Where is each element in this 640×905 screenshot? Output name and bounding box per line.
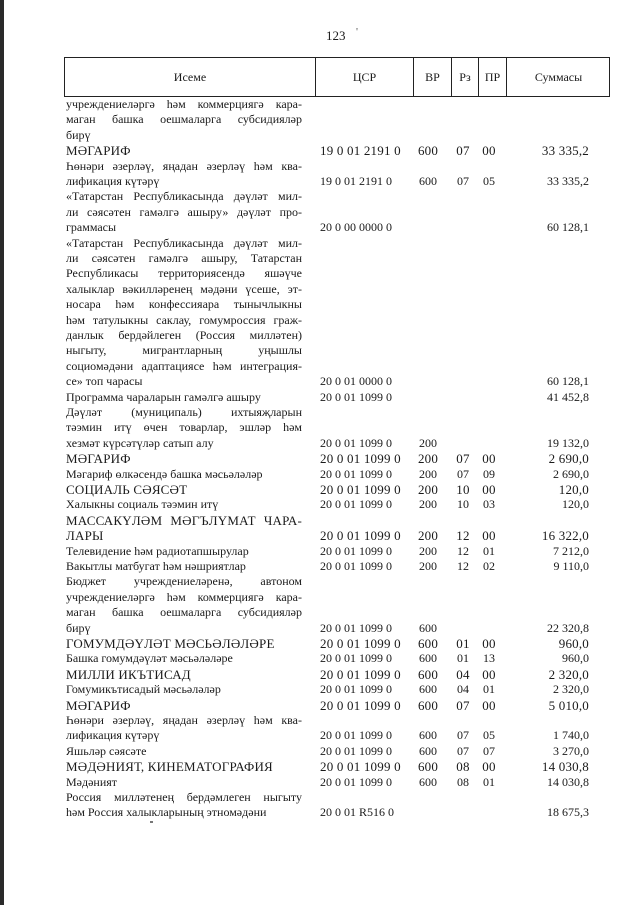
row-vr: 200: [419, 466, 437, 481]
row-name: [66, 451, 302, 466]
row-name-line: маган башка оешмаларга субсидияләр: [66, 605, 302, 620]
row-name-line: лификация күтәрү: [66, 173, 160, 188]
row-sum: 22 320,8: [547, 620, 589, 635]
row-vr: 600: [417, 666, 439, 682]
row-name-line: се» топ чарасы: [66, 374, 143, 389]
row-pr: 02: [483, 559, 495, 573]
row-sum: 2 690,0: [553, 466, 589, 481]
row-csr: 20 0 01 1099 0: [320, 759, 401, 775]
row-csr: 20 0 01 R516 0: [320, 805, 395, 820]
row-csr: 20 0 01 1099 0: [320, 651, 392, 666]
row-name: [66, 775, 302, 790]
row-name: [66, 513, 302, 544]
row-csr: 20 0 01 1099 0: [320, 528, 401, 544]
row-sum: 2 690,0: [548, 451, 589, 467]
row-rz: 07: [457, 728, 469, 743]
row-vr: 600: [419, 651, 437, 666]
row-name-line: Вакытлы матбугат һәм нәшриятлар: [66, 559, 246, 573]
row-vr: 200: [417, 451, 439, 467]
row-name: [66, 390, 302, 405]
row-pr: 00: [482, 143, 496, 159]
header-vr: ВР: [413, 58, 451, 96]
row-sum: 2 320,0: [548, 666, 589, 682]
row-csr: 20 0 01 1099 0: [320, 466, 392, 481]
row-name-line: учреждениеләргә һәм коммерциягә кара-: [66, 589, 302, 604]
row-name-line: МАССАКҮЛӘМ МӘГЪЛҮМАТ ЧАРА-: [66, 512, 302, 528]
row-csr: 20 0 01 1099 0: [320, 435, 392, 450]
header-name: Исеме: [173, 70, 207, 84]
row-csr: 20 0 01 1099 0: [320, 389, 392, 404]
row-name-line: Республикасы территориясендә яшәүче: [66, 266, 302, 281]
row-sum: 33 335,2: [547, 173, 589, 188]
row-name-line: һәм татулыкны саклау, гомумроссия граж-: [66, 312, 302, 327]
row-name: [66, 236, 302, 390]
row-name-line: Яшьләр сәясәте: [66, 743, 147, 758]
row-pr: 01: [483, 543, 495, 558]
row-pr: 00: [482, 759, 496, 775]
row-name: [66, 636, 302, 651]
row-name: [66, 651, 302, 666]
row-name-line: МИЛЛИ ИКЪТИСАД: [66, 666, 191, 682]
row-name: [66, 574, 302, 636]
row-name-line: Башка гомумдәүләт мәсьәләләре: [66, 651, 233, 666]
row-name-line: данлык бердәйлеген (Россия милләтен): [66, 327, 302, 342]
row-rz: 08: [456, 759, 470, 775]
row-name-line: социомәдәни адаптациясе һәм интеграция-: [66, 358, 302, 373]
row-rz: 12: [456, 528, 470, 544]
row-name-line: Мәдәният: [66, 774, 118, 789]
row-rz: 04: [457, 682, 469, 697]
row-rz: 01: [456, 636, 470, 651]
row-sum: 7 212,0: [553, 543, 589, 558]
row-sum: 960,0: [558, 636, 589, 651]
row-sum: 14 030,8: [541, 759, 589, 775]
row-name: [66, 682, 302, 697]
row-name-line: Һөнәри әзерләү, яңадан әзерләү һәм ква-: [66, 158, 302, 173]
row-name: [66, 97, 302, 143]
row-vr: 200: [419, 559, 437, 573]
row-sum: 3 270,0: [553, 743, 589, 758]
row-rz: 10: [457, 497, 469, 512]
header-sum: Суммасы: [506, 58, 610, 96]
row-name-line: Халыкны социаль тәэмин итү: [66, 497, 219, 512]
row-name-line: Бюджет учреждениеләренә, автоном: [66, 574, 302, 589]
row-name-line: «Татарстан Республикасында дәүләт мил-: [66, 235, 302, 250]
row-name-line: халыклар вәкилләренең мәдәни үсеше, эт-: [66, 281, 302, 296]
row-name: [66, 497, 302, 512]
row-sum: 60 128,1: [547, 220, 589, 235]
row-name: [66, 667, 302, 682]
row-name-line: тәэмин итү өчен товарлар, эшләр һәм: [66, 420, 302, 435]
row-csr: 19 0 01 2191 0: [320, 143, 401, 159]
row-rz: 10: [456, 482, 470, 497]
row-rz: 07: [456, 143, 470, 159]
row-csr: 20 0 00 0000 0: [320, 220, 392, 235]
row-sum: 60 128,1: [547, 374, 589, 389]
row-pr: 09: [483, 466, 495, 481]
row-vr: 200: [419, 435, 437, 450]
row-rz: 12: [457, 559, 469, 573]
row-rz: 08: [457, 774, 469, 789]
row-sum: 5 010,0: [548, 697, 589, 713]
row-csr: 20 0 01 1099 0: [320, 636, 401, 651]
row-name-line: ГОМУМДӘҮЛӘТ МӘСЬӘЛӘЛӘРЕ: [66, 636, 275, 651]
row-vr: 600: [417, 636, 439, 651]
row-pr: 00: [482, 528, 496, 544]
row-vr: 200: [417, 528, 439, 544]
row-pr: 05: [483, 173, 495, 188]
row-vr: 600: [419, 620, 437, 635]
row-name-line: ли сәясәтен гамәлгә ашыру» дәүләт про-: [66, 204, 302, 219]
row-csr: 19 0 01 2191 0: [320, 173, 392, 188]
row-name-line: хезмәт күрсәтүләр сатып алу: [66, 435, 214, 450]
row-name-line: һәм Россия халыкларының этномәдәни: [66, 805, 267, 820]
row-csr: 20 0 01 1099 0: [320, 728, 392, 743]
row-name-line: бирү: [66, 620, 91, 635]
row-csr: 20 0 01 1099 0: [320, 497, 392, 512]
row-name-line: бирү: [66, 127, 91, 142]
row-csr: 20 0 01 1099 0: [320, 774, 392, 789]
row-csr: 20 0 01 1099 0: [320, 743, 392, 758]
row-name-line: ли сәясәтен гамәлгә ашыру, Татарстан: [66, 250, 302, 265]
row-pr: 01: [483, 682, 495, 697]
row-name-line: ныгыту, мигрантларның уңышлы: [66, 343, 302, 358]
row-name-line: Россия милләтенең бердәмлеген ныгыту: [66, 790, 302, 804]
row-name-line: Дәүләт (муниципаль) ихтыяҗларын: [66, 405, 302, 419]
row-vr: 600: [419, 682, 437, 697]
row-name: [66, 482, 302, 497]
page-number: 123: [326, 28, 346, 43]
row-pr: 00: [482, 666, 496, 682]
header-rz: Рз: [451, 58, 478, 96]
row-name-line: ЛАРЫ: [66, 528, 104, 544]
row-vr: 200: [419, 497, 437, 512]
row-name-line: маган башка оешмаларга субсидияләр: [66, 112, 302, 127]
row-name-line: Һөнәри әзерләү, яңадан әзерләү һәм ква-: [66, 713, 302, 727]
scan-speck: [150, 821, 153, 823]
row-name-line: граммасы: [66, 220, 117, 235]
row-name-line: Мәгариф өлкәсендә башка мәсьәләләр: [66, 466, 263, 481]
row-sum: 1 740,0: [553, 728, 589, 743]
header-pr: ПР: [478, 58, 506, 96]
row-rz: 07: [457, 466, 469, 481]
row-name: [66, 790, 302, 821]
row-name: [66, 698, 302, 713]
row-rz: 04: [456, 666, 470, 682]
row-pr: 01: [483, 774, 495, 789]
row-name-line: МӘГАРИФ: [66, 697, 131, 713]
row-rz: 07: [457, 743, 469, 758]
row-vr: 200: [419, 543, 437, 558]
row-name-line: МӘГАРИФ: [66, 143, 131, 159]
row-sum: 14 030,8: [547, 774, 589, 789]
row-rz: 12: [457, 543, 469, 558]
scan-edge: [0, 0, 4, 905]
row-sum: 960,0: [562, 651, 589, 666]
row-sum: 2 320,0: [553, 682, 589, 697]
row-vr: 600: [419, 728, 437, 743]
row-csr: 20 0 01 1099 0: [320, 666, 401, 682]
row-vr: 600: [419, 173, 437, 188]
row-sum: 120,0: [562, 497, 589, 512]
page-mark: ': [356, 26, 358, 38]
header-csr: ЦСР: [315, 58, 413, 96]
row-vr: 200: [417, 482, 439, 497]
row-name: [66, 189, 302, 235]
row-pr: 00: [482, 451, 496, 467]
row-name-line: СОЦИАЛЬ СӘЯСӘТ: [66, 482, 188, 497]
row-sum: 16 322,0: [541, 528, 589, 544]
row-pr: 00: [482, 697, 496, 713]
row-sum: 9 110,0: [553, 559, 589, 573]
row-sum: 120,0: [558, 482, 589, 497]
row-pr: 00: [482, 636, 496, 651]
row-vr: 600: [419, 743, 437, 758]
row-vr: 600: [417, 759, 439, 775]
row-sum: 41 452,8: [547, 389, 589, 404]
row-rz: 07: [456, 697, 470, 713]
row-pr: 13: [483, 651, 495, 666]
row-name: [66, 744, 302, 759]
row-name-line: МӘГАРИФ: [66, 451, 131, 467]
row-pr: 05: [483, 728, 495, 743]
row-name: [66, 759, 302, 774]
row-sum: 18 675,3: [547, 805, 589, 820]
row-name-line: лификация күтәрү: [66, 728, 160, 743]
row-pr: 07: [483, 743, 495, 758]
row-name: [66, 713, 302, 744]
row-csr: 20 0 01 1099 0: [320, 620, 392, 635]
row-name: [66, 559, 302, 574]
row-name: [66, 405, 302, 451]
row-sum: 33 335,2: [541, 143, 589, 159]
row-name: [66, 467, 302, 482]
row-name: [66, 159, 302, 190]
row-name-line: МӘДӘНИЯТ, КИНЕМАТОГРАФИЯ: [66, 759, 273, 775]
row-name: [66, 143, 302, 158]
row-csr: 20 0 01 1099 0: [320, 543, 392, 558]
row-name-line: учреждениеләргә һәм коммерциягә кара-: [66, 97, 302, 111]
row-rz: 07: [456, 451, 470, 467]
row-vr: 600: [417, 143, 439, 159]
row-csr: 20 0 01 1099 0: [320, 482, 401, 497]
row-name-line: «Татарстан Республикасында дәүләт мил-: [66, 189, 302, 204]
row-sum: 19 132,0: [547, 435, 589, 450]
row-vr: 600: [417, 697, 439, 713]
row-pr: 00: [482, 482, 496, 497]
row-csr: 20 0 01 1099 0: [320, 697, 401, 713]
row-csr: 20 0 01 1099 0: [320, 559, 392, 573]
row-pr: 03: [483, 497, 495, 512]
row-rz: 07: [457, 173, 469, 188]
row-name-line: носара һәм конфессияара тынычлыкны: [66, 297, 302, 312]
row-csr: 20 0 01 1099 0: [320, 682, 392, 697]
table-header: [64, 57, 610, 97]
row-csr: 20 0 01 0000 0: [320, 374, 392, 389]
row-csr: 20 0 01 1099 0: [320, 451, 401, 467]
row-rz: 01: [457, 651, 469, 666]
row-name-line: Программа чараларын гамәлгә ашыру: [66, 389, 261, 404]
row-name-line: Гомумикътисадый мәсьәләләр: [66, 682, 221, 697]
row-name: [66, 544, 302, 559]
row-name-line: Телевидение һәм радиотапшырулар: [66, 543, 249, 558]
row-vr: 600: [419, 774, 437, 789]
